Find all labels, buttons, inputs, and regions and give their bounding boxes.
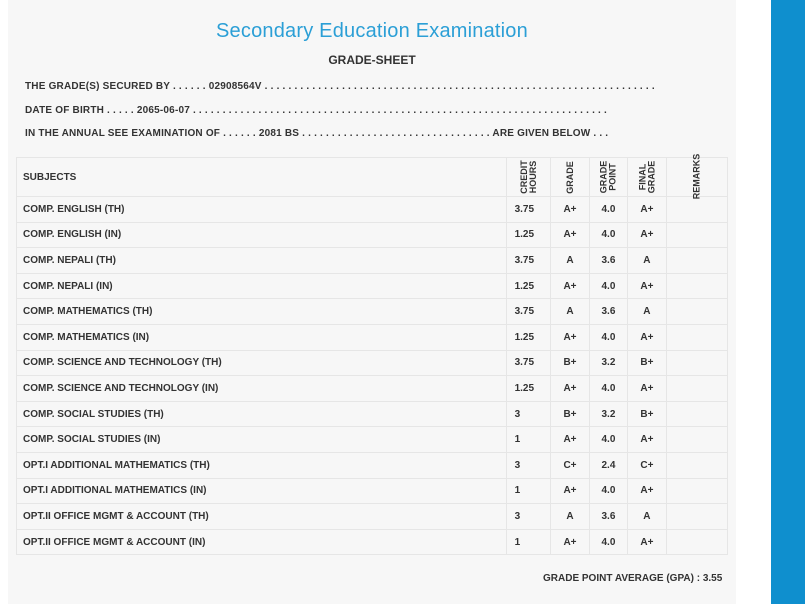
credit-hours-cell: 3 [506, 401, 551, 427]
exam-label: IN THE ANNUAL SEE EXAMINATION OF . . . . . . [25, 128, 256, 139]
exam-year: 2081 BS [258, 128, 300, 139]
header-gp-line1: GRADE [598, 160, 609, 193]
final-grade-cell: A+ [628, 529, 666, 555]
table-row [17, 248, 728, 274]
subject-cell: COMP. MATHEMATICS (IN) [17, 324, 507, 350]
grade-cell: A+ [551, 376, 589, 402]
table-row [17, 324, 728, 350]
remarks-cell [666, 222, 727, 248]
header-remarks [666, 153, 727, 200]
table-row [17, 222, 728, 248]
grade-sheet [8, 0, 736, 604]
subject-cell: OPT.II OFFICE MGMT & ACCOUNT (IN) [17, 529, 507, 555]
remarks-cell [666, 376, 727, 402]
grade-cell: A [551, 248, 589, 274]
grades-body [17, 197, 728, 555]
grade-point-cell: 2.4 [589, 452, 627, 478]
grade-point-cell: 3.6 [589, 248, 627, 274]
final-grade-cell: A+ [628, 427, 666, 453]
credit-hours-cell: 1.25 [506, 324, 551, 350]
grade-point-cell: 4.0 [589, 197, 627, 223]
remarks-cell [666, 248, 727, 274]
final-grade-cell: B+ [628, 401, 666, 427]
grade-point-cell: 4.0 [589, 324, 627, 350]
grade-cell: B+ [551, 401, 589, 427]
subject-cell: OPT.II OFFICE MGMT & ACCOUNT (TH) [17, 504, 507, 530]
final-grade-cell: A [628, 248, 666, 274]
final-grade-cell: A+ [628, 197, 666, 223]
credit-hours-cell: 3 [506, 452, 551, 478]
grade-cell: A+ [551, 273, 589, 299]
grade-point-cell: 3.2 [589, 350, 627, 376]
table-row [17, 529, 728, 555]
credit-hours-cell: 3.75 [506, 299, 551, 325]
grade-point-cell: 4.0 [589, 529, 627, 555]
header-fg-line2: GRADE [645, 160, 656, 193]
table-row [17, 427, 728, 453]
subject-cell: OPT.I ADDITIONAL MATHEMATICS (IN) [17, 478, 507, 504]
header-credit-line2: HOURS [527, 160, 538, 193]
remarks-cell [666, 350, 727, 376]
remarks-cell [666, 401, 727, 427]
remarks-cell [666, 504, 727, 530]
credit-hours-cell: 1.25 [506, 222, 551, 248]
credit-hours-cell: 1.25 [506, 376, 551, 402]
credit-hours-cell: 1.25 [506, 273, 551, 299]
credit-hours-cell: 3 [506, 504, 551, 530]
header-credit-hours [506, 158, 551, 197]
grade-point-cell: 3.2 [589, 401, 627, 427]
final-grade-cell: A+ [628, 478, 666, 504]
grade-point-cell: 4.0 [589, 427, 627, 453]
grade-cell: A+ [551, 324, 589, 350]
grade-point-cell: 3.6 [589, 504, 627, 530]
credit-hours-cell: 3.75 [506, 248, 551, 274]
table-row [17, 452, 728, 478]
grades-table [16, 153, 728, 555]
table-row [17, 197, 728, 223]
page-title: Secondary Education Examination [216, 20, 528, 42]
remarks-cell [666, 324, 727, 350]
subject-cell: COMP. ENGLISH (IN) [17, 222, 507, 248]
header-remarks-label: REMARKS [691, 153, 702, 200]
grade-cell: A+ [551, 222, 589, 248]
gpa-summary: GRADE POINT AVERAGE (GPA) : 3.55 [543, 573, 723, 584]
subject-cell: COMP. MATHEMATICS (TH) [17, 299, 507, 325]
subject-cell: COMP. NEPALI (TH) [17, 248, 507, 274]
final-grade-cell: A+ [628, 376, 666, 402]
subject-cell: COMP. ENGLISH (TH) [17, 197, 507, 223]
credit-hours-cell: 1 [506, 529, 551, 555]
secured-by-dots: . . . . . . . . . . . . . . . . . . . . . . . . . . . . . . . . . . . . . . . . . . . . . . . . . . . . . . . . . . . . . . . . . . [261, 81, 655, 92]
credit-hours-cell: 1 [506, 478, 551, 504]
subject-cell: COMP. SCIENCE AND TECHNOLOGY (TH) [17, 350, 507, 376]
credit-hours-cell: 1 [506, 427, 551, 453]
grade-cell: A [551, 299, 589, 325]
exam-dots: . . . . . . . . . . . . . . . . . . . . . . . . . . . . . . . . [299, 128, 490, 139]
header-grade-point [589, 158, 627, 197]
header-gp-line2: POINT [607, 162, 618, 191]
dob-value: 2065-06-07 [136, 105, 190, 116]
grade-point-cell: 4.0 [589, 222, 627, 248]
secured-by-line [25, 81, 725, 92]
final-grade-cell: A+ [628, 222, 666, 248]
table-header-row [17, 158, 728, 197]
secured-by-label: THE GRADE(S) SECURED BY . . . . . . [25, 81, 206, 92]
header-grade [551, 158, 589, 197]
table-row [17, 504, 728, 530]
final-grade-cell: A [628, 299, 666, 325]
subject-cell: COMP. NEPALI (IN) [17, 273, 507, 299]
header-subjects: SUBJECTS [17, 158, 507, 197]
remarks-cell [666, 452, 727, 478]
grade-cell: B+ [551, 350, 589, 376]
grade-cell: C+ [551, 452, 589, 478]
grade-point-cell: 4.0 [589, 273, 627, 299]
credit-hours-cell: 3.75 [506, 197, 551, 223]
subject-cell: COMP. SOCIAL STUDIES (IN) [17, 427, 507, 453]
grade-point-cell: 4.0 [589, 376, 627, 402]
grade-point-cell: 3.6 [589, 299, 627, 325]
dob-label: DATE OF BIRTH . . . . . [25, 105, 134, 116]
header-grade-label: GRADE [564, 160, 575, 194]
remarks-cell [666, 273, 727, 299]
grade-cell: A+ [551, 427, 589, 453]
final-grade-cell: C+ [628, 452, 666, 478]
table-row [17, 350, 728, 376]
exam-line [25, 128, 725, 139]
table-row [17, 478, 728, 504]
grade-cell: A [551, 504, 589, 530]
header-credit-line1: CREDIT [518, 159, 529, 194]
grade-cell: A+ [551, 478, 589, 504]
table-row [17, 299, 728, 325]
final-grade-cell: B+ [628, 350, 666, 376]
table-row [17, 401, 728, 427]
remarks-cell [666, 478, 727, 504]
grade-cell: A+ [551, 529, 589, 555]
table-row [17, 273, 728, 299]
subject-cell: OPT.I ADDITIONAL MATHEMATICS (TH) [17, 452, 507, 478]
remarks-cell [666, 529, 727, 555]
remarks-cell [666, 299, 727, 325]
dob-line [25, 105, 725, 116]
side-accent-bar [771, 0, 805, 604]
remarks-cell [666, 197, 727, 223]
grade-cell: A+ [551, 197, 589, 223]
symbol-number: 02908564V [208, 81, 262, 92]
subject-cell: COMP. SOCIAL STUDIES (TH) [17, 401, 507, 427]
remarks-cell [666, 427, 727, 453]
page-subtitle: GRADE-SHEET [328, 53, 416, 67]
table-row [17, 376, 728, 402]
exam-tail: ARE GIVEN BELOW . . . [489, 128, 609, 139]
final-grade-cell: A+ [628, 273, 666, 299]
final-grade-cell: A [628, 504, 666, 530]
header-final-grade [628, 158, 666, 197]
dob-dots: . . . . . . . . . . . . . . . . . . . . . . . . . . . . . . . . . . . . . . . . . . . . . . . . . . . . . . . . . . . . . . . . . . . . . . [190, 105, 607, 116]
final-grade-cell: A+ [628, 324, 666, 350]
subject-cell: COMP. SCIENCE AND TECHNOLOGY (IN) [17, 376, 507, 402]
header-fg-line1: FINAL [636, 163, 647, 190]
grade-point-cell: 4.0 [589, 478, 627, 504]
credit-hours-cell: 3.75 [506, 350, 551, 376]
